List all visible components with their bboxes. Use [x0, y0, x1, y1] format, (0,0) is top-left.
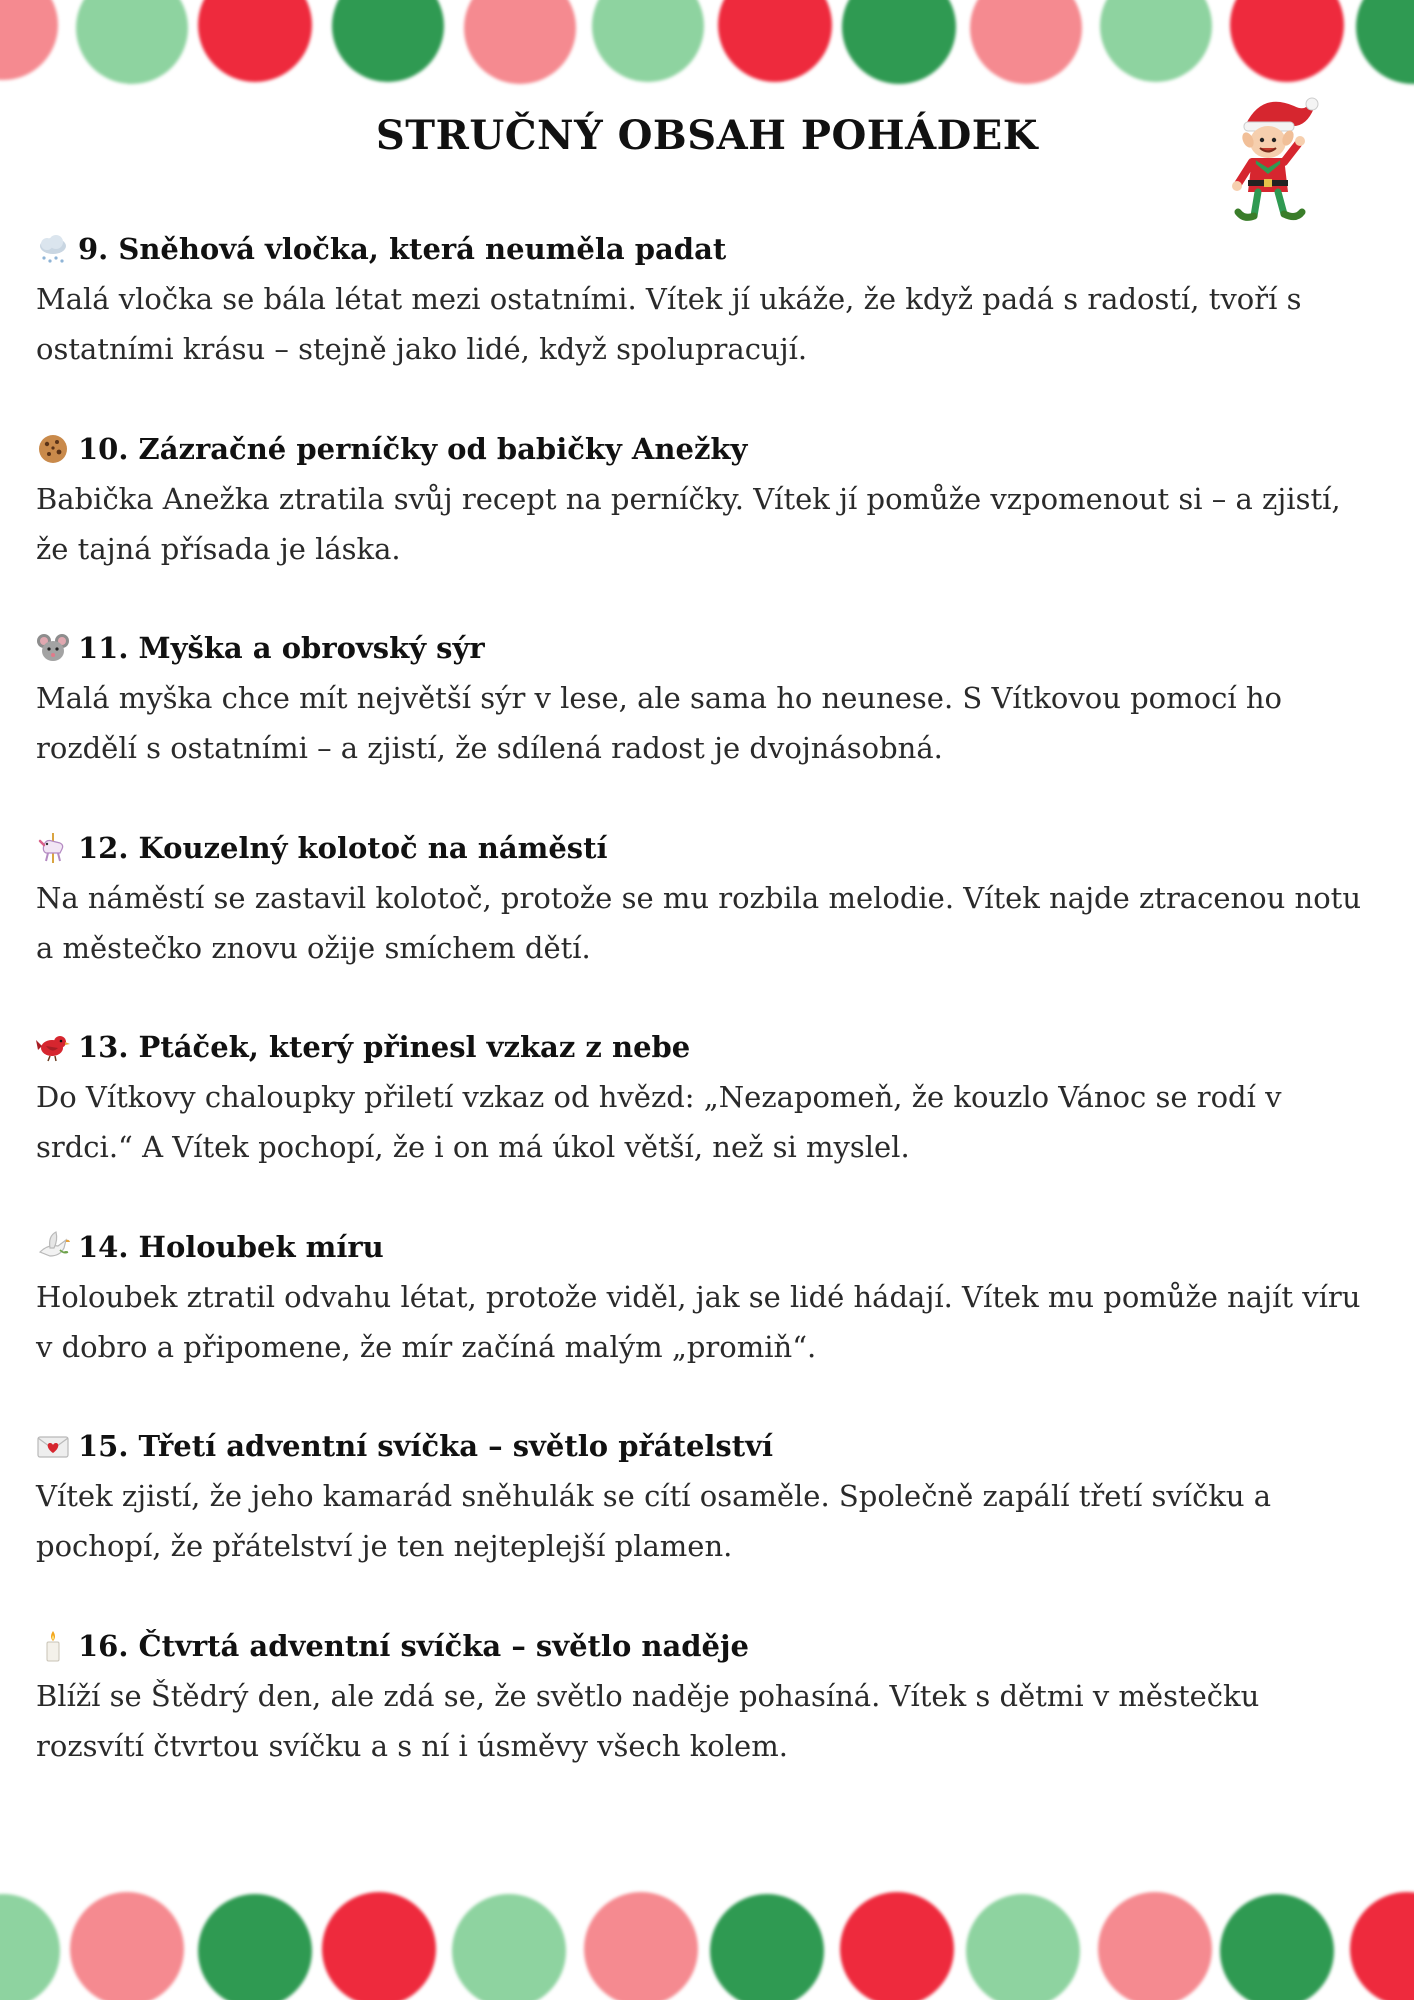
decor-dot [842, 0, 956, 84]
decor-dot [198, 1894, 312, 2000]
decor-dot [584, 1892, 698, 2000]
decor-dot [1098, 1892, 1212, 2000]
story-text: Na náměstí se zastavil kolotoč, protože se mu rozbila melodie. Vítek najde ztracenou notu a městečko znovu ožije smíchem dětí. [36, 880, 1361, 965]
story-item [36, 823, 1376, 1023]
decor-dot [840, 1892, 954, 2000]
story-title: 10. Zázračné perníčky od babičky Anežky [78, 431, 748, 466]
decor-dot [0, 1894, 60, 2000]
decor-dot [464, 0, 576, 84]
bird-icon [36, 1030, 70, 1064]
love-letter-icon [36, 1429, 70, 1463]
decor-dot [1220, 1894, 1334, 2000]
story-item [36, 224, 1376, 424]
top-dots-border [0, 0, 1414, 130]
decor-dot [0, 0, 58, 80]
decor-dot [966, 1894, 1080, 2000]
story-title: 9. Sněhová vločka, která neuměla padat [78, 232, 727, 266]
story-heading [36, 1621, 1376, 1671]
story-title: 16. Čtvrtá adventní svíčka – světlo naděje [78, 1628, 749, 1663]
decor-dot [710, 1894, 824, 2000]
story-title: 11. Myška a obrovský sýr [78, 631, 485, 665]
story-title: 13. Ptáček, který přinesl vzkaz z nebe [78, 1030, 691, 1064]
story-heading [36, 623, 1376, 673]
story-item [36, 1022, 1376, 1222]
story-text: Blíží se Štědrý den, ale zdá se, že světlo naděje pohasíná. Vítek s dětmi v městečku rozsvítí čtvrtou svíčku a s ní i úsměvy všech kolem. [36, 1678, 1260, 1763]
decor-dot [1100, 0, 1212, 82]
story-heading [36, 224, 1376, 274]
story-heading [36, 1421, 1376, 1471]
story-item [36, 424, 1376, 624]
story-heading [36, 1222, 1376, 1272]
page-title: STRUČNÝ OBSAH POHÁDEK [375, 112, 1039, 159]
story-text: Babička Anežka ztratila svůj recept na perníčky. Vítek jí pomůže vzpomenout si – a zjistí, že tajná přísada je láska. [36, 481, 1341, 566]
bottom-dots-border [0, 1870, 1414, 2000]
story-heading [36, 424, 1376, 474]
decor-dot [1230, 0, 1344, 82]
story-text: Holoubek ztratil odvahu létat, protože viděl, jak se lidé hádají. Vítek mu pomůže najít víru v dobro a připomene, že mír začíná malým „promiň“. [36, 1279, 1361, 1364]
decor-dot [718, 0, 832, 82]
snow-cloud-icon [36, 232, 70, 266]
story-title: 15. Třetí adventní svíčka – světlo přátelství [78, 1429, 774, 1463]
story-item [36, 1222, 1376, 1422]
story-text: Malá myška chce mít největší sýr v lese, ale sama ho neunese. S Vítkovou pomocí ho rozdělí s ostatními – a zjistí, že sdílená radost je dvojnásobná. [36, 681, 1282, 765]
elf-illustration [1210, 88, 1330, 233]
cookie-icon [36, 432, 70, 466]
story-title: 14. Holoubek míru [78, 1229, 384, 1264]
decor-dot [322, 1892, 436, 2000]
story-text: Vítek zjistí, že jeho kamarád sněhulák se cítí osaměle. Společně zapálí třetí svíčku a pochopí, že přátelství je ten nejteplejší plamen. [36, 1479, 1272, 1563]
story-text: Malá vločka se bála létat mezi ostatními. Vítek jí ukáže, že když padá s radostí, tvoří s ostatními krásu – stejně jako lidé, když spolupracují. [36, 282, 1302, 366]
story-item [36, 623, 1376, 823]
decor-dot [592, 0, 704, 82]
candle-icon [36, 1629, 70, 1663]
story-heading [36, 1022, 1376, 1072]
decor-dot [1356, 0, 1414, 84]
mouse-icon [36, 631, 70, 665]
decor-dot [452, 1894, 566, 2000]
decor-dot [70, 1892, 184, 2000]
story-item [36, 1421, 1376, 1621]
story-list [36, 224, 1376, 1820]
story-item [36, 1621, 1376, 1821]
story-title: 12. Kouzelný kolotoč na náměstí [78, 830, 608, 865]
decor-dot [198, 0, 312, 82]
decor-dot [76, 0, 188, 84]
story-heading [36, 823, 1376, 873]
decor-dot [332, 0, 444, 82]
dove-icon [36, 1230, 70, 1264]
decor-dot [1350, 1892, 1414, 2000]
story-text: Do Vítkovy chaloupky přiletí vzkaz od hvězd: „Nezapomeň, že kouzlo Vánoc se rodí v srdci.“ A Vítek pochopí, že i on má úkol větší, než si myslel. [36, 1080, 1282, 1164]
decor-dot [970, 0, 1082, 84]
carousel-horse-icon [36, 831, 70, 865]
